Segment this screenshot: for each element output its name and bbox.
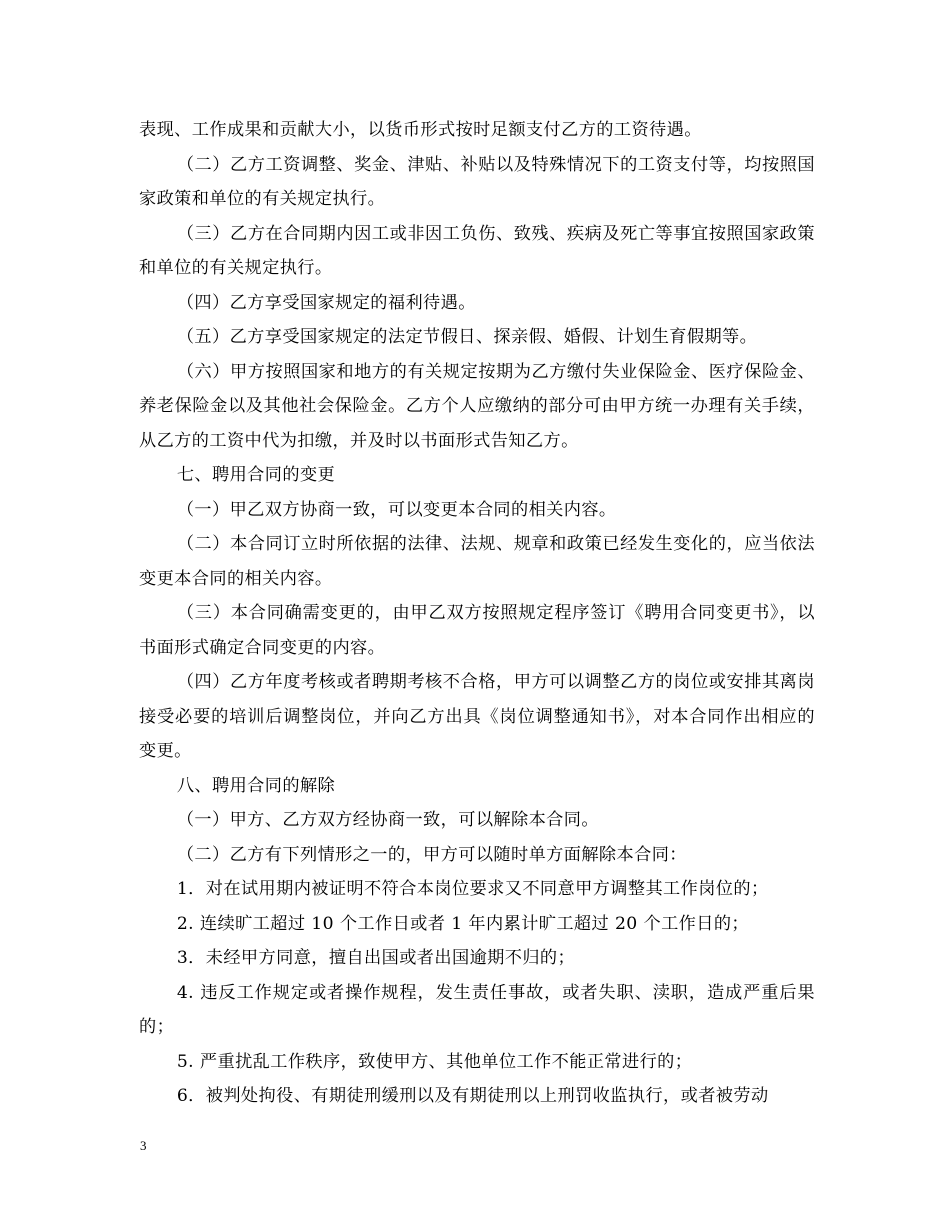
list-item-3: 3．未经甲方同意，擅自出国或者出国逾期不归的； — [176, 948, 576, 968]
paragraph-13: （二）乙方有下列情形之一的，甲方可以随时单方面解除本合同： — [176, 844, 687, 865]
paragraph-10: （四）乙方年度考核或者聘期考核不合格，甲方可以调整乙方的岗位或安排其离岗接受必要的培训后调整岗位，并向乙方出具《岗位调整通知书》，对本合同作出相应的变更。 — [139, 672, 815, 761]
list-item-6: 6．被判处拘役、有期徒刑缓刑以及有期徒刑以上刑罚收监执行，或者被劳动 — [176, 1086, 769, 1106]
section-heading-7: 七、聘用合同的变更 — [176, 465, 336, 485]
list-item-2: 2. 连续旷工超过 10 个工作日或者 1 年内累计旷工超过 20 个工作日的； — [176, 913, 750, 934]
paragraph-7: （一）甲乙双方协商一致，可以变更本合同的相关内容。 — [176, 499, 617, 520]
page-number: 3 — [140, 1138, 147, 1153]
paragraph-1: （二）乙方工资调整、奖金、津贴、补贴以及特殊情况下的工资支付等，均按照国家政策和单位的有关规定执行。 — [139, 154, 815, 209]
paragraph-9: （三）本合同确需变更的，由甲乙双方按照规定程序签订《聘用合同变更书》，以书面形式确定合同变更的内容。 — [139, 603, 815, 658]
section-heading-8: 八、聘用合同的解除 — [176, 775, 336, 796]
list-item-1: 1．对在试用期内被证明不符合本岗位要求又不同意甲方调整其工作岗位的； — [176, 879, 769, 899]
list-item-5: 5. 严重扰乱工作秩序，致使甲方、其他单位工作不能正常进行的； — [176, 1051, 693, 1072]
list-item-4: 4. 违反工作规定或者操作规程，发生责任事故，或者失职、渎职，造成严重后果的； — [139, 982, 815, 1037]
paragraph-3: （四）乙方享受国家规定的福利待遇。 — [176, 292, 476, 313]
paragraph-4: （五）乙方享受国家规定的法定节假日、探亲假、婚假、计划生育假期等。 — [176, 327, 758, 347]
document-body — [139, 113, 815, 1114]
paragraph-12: （一）甲方、乙方双方经协商一致，可以解除本合同。 — [176, 810, 599, 830]
paragraph-0: 表现、工作成果和贡献大小，以货币形式按时足额支付乙方的工资待遇。 — [139, 120, 702, 140]
paragraph-2: （三）乙方在合同期内因工或非因工负伤、致残、疾病及死亡等事宜按照国家政策和单位的有关规定执行。 — [139, 223, 815, 278]
paragraph-8: （二）本合同订立时所依据的法律、法规、规章和政策已经发生变化的，应当依法变更本合同的相关内容。 — [139, 534, 815, 589]
paragraph-5: （六）甲方按照国家和地方的有关规定按期为乙方缴付失业保险金、医疗保险金、养老保险金以及其他社会保险金。乙方个人应缴纳的部分可由甲方统一办理有关手续，从乙方的工资中代为扣缴，并及时以书面形式告知乙方。 — [139, 361, 815, 451]
